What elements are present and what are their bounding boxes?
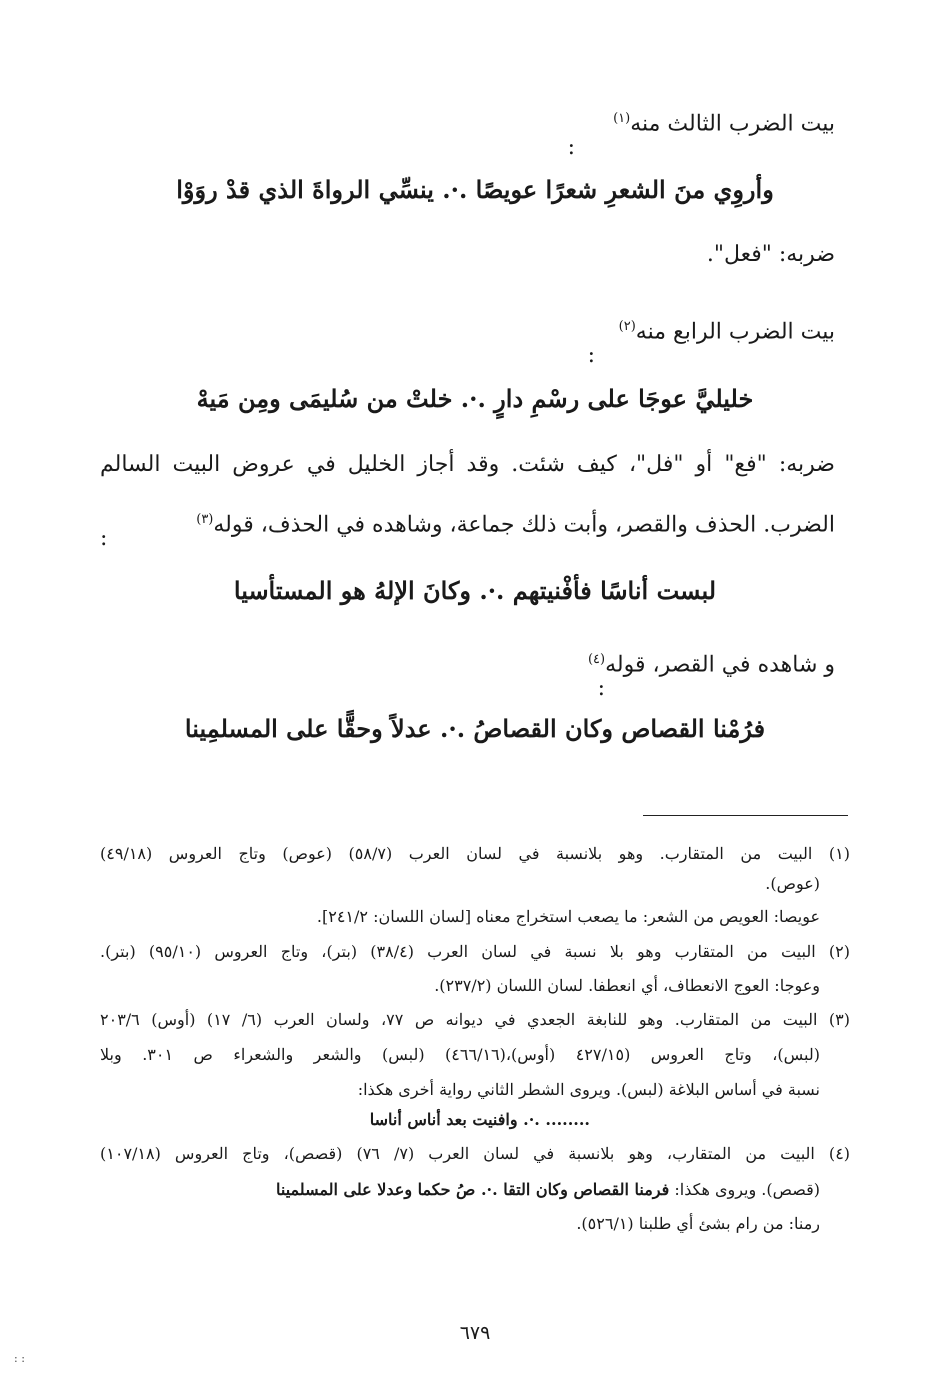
paragraph-text: بيت الضرب الرابع منه <box>635 319 835 345</box>
paragraph-fourth-meter <box>100 312 835 369</box>
footnote-4-line-2 <box>100 1178 820 1202</box>
paragraph-text: بيت الضرب الثالث منه <box>630 111 835 137</box>
footnote-4-verse: فرمنا القصاص وكان التقا .·. صُ حكما وعدلا على المسلمينا <box>276 1180 670 1199</box>
footnote-ref-2: (٢) <box>618 319 636 334</box>
paragraph-line-1: ضربه: "فع" أو "فل"، كيف شئت. وقد أجاز الخليل في عروض البيت السالم <box>100 452 835 477</box>
footnote-ref-1: (١) <box>613 111 631 126</box>
colon: : <box>567 135 575 161</box>
footnote-2-line-2: وعوجا: العوج الانعطاف، أي انعطفا. لسان اللسان (٢٣٧/٢). <box>434 976 820 995</box>
verse-3: لبست أناسًا فأفْنيتهم .·. وكانَ الإلهُ هو المستأسيا <box>233 576 717 605</box>
footnote-1-line-2: (عوص). <box>765 874 820 893</box>
verse-1: وأروِي منَ الشعرِ شعرًا عويصًا .·. ينسِّي الرواةَ الذي قدْ روَوْا <box>176 175 774 204</box>
paragraph-short-form <box>100 645 835 702</box>
paragraph-text: الضرب. الحذف والقصر، وأبت ذلك جماعة، وشاهده في الحذف، قوله <box>213 512 835 538</box>
footnote-2-line-1: (٢) البيت من المتقارب وهو بلا نسبة في لسان العرب (٣٨/٤) (بتر)، وتاج العروس (٩٥/١٠) (بتر). <box>100 942 850 961</box>
paragraph-meter-form-1: ضربه: "فعل". <box>706 242 835 267</box>
page-number: ٦٧٩ <box>459 1322 491 1344</box>
footnote-3-line-2: (لبس)، وتاج العروس (٤٢٧/١٥ (أوس)،(٤٦٦/١٦) (لبس) والشعر والشعراء ص ٣٠١. وبلا <box>100 1045 820 1064</box>
footnote-4-text: (قصص). ويروى هكذا: <box>669 1180 820 1199</box>
footnote-ref-4: (٤) <box>587 652 606 667</box>
colon: : <box>100 526 108 551</box>
paragraph-text: و شاهده في القصر، قوله <box>605 652 835 678</box>
margin-mark: : : <box>14 1352 25 1365</box>
footnote-3-line-1: (٣) البيت من المتقارب. وهو للنابغة الجعدي في ديوانه ص ٧٧، ولسان العرب (٦/ ١٧) (أوس) ٢٠٣/٦ <box>100 1010 851 1029</box>
footnote-ref-3: (٣) <box>196 512 214 527</box>
footnote-separator <box>643 815 848 816</box>
footnote-3-verse: ........ .·. وافنيت بعد أناس أناسا <box>369 1110 590 1129</box>
footnote-1-line-1: (١) البيت من المتقارب. وهو بلانسبة في لسان العرب (٥٨/٧) (عوص) وتاج العروس (٤٩/١٨) <box>100 844 850 863</box>
footnote-3-line-3: نسبة في أساس البلاغة (لبس). ويروى الشطر الثاني رواية أخرى هكذا: <box>357 1080 820 1099</box>
footnote-4-line-1: (٤) البيت من المتقارب، وهو بلانسبة في لسان العرب (٧/ ٧٦) (قصص)، وتاج العروس (١٠٧/١٨) <box>100 1144 851 1163</box>
verse-2: خليليَّ عوجَا على رسْمِ دارٍ .·. خلتْ من سُليمَى ومِن مَيهْ <box>196 384 754 413</box>
footnote-4-line-3: رمنا: من رام بشئ أي طلبنا (٥٢٦/١). <box>576 1214 820 1233</box>
verse-4: فرُمْنا القصاص وكان القصاصُ .·. عدلاً وحقًّا على المسلمِينا <box>184 714 766 743</box>
colon: : <box>597 676 605 702</box>
colon: : <box>587 343 595 369</box>
paragraph-third-meter <box>100 104 835 161</box>
footnote-1-line-3: عويصا: العويص من الشعر: ما يصعب استخراج معناه [لسان اللسان: ٢٤١/٢]. <box>316 907 820 926</box>
